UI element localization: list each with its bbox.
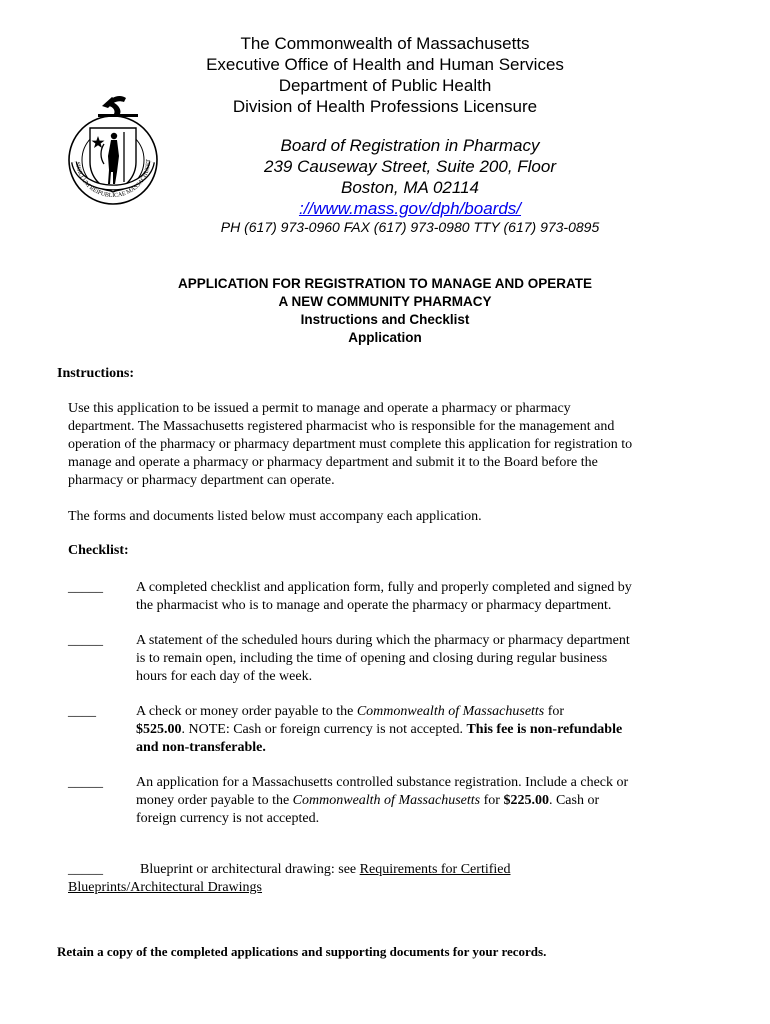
instructions-line: pharmacy or pharmacy department can operate.: [68, 473, 335, 488]
item-line: and non-transferable.: [136, 740, 266, 755]
item-line: A check or money order payable to the Commonwealth of Massachusetts for: [136, 704, 565, 719]
instructions-line: department. The Massachusetts registered pharmacist who is responsible for the management and: [68, 419, 615, 434]
instructions-line: manage and operate a pharmacy or pharmacy department and submit it to the Board before the: [68, 455, 598, 470]
retain-copy-note: Retain a copy of the completed applications and supporting documents for your records.: [57, 944, 547, 959]
instructions-line: Use this application to be issued a permit to manage and operate a pharmacy or pharmacy: [68, 401, 571, 416]
item-line: money order payable to the Commonwealth of Massachusetts for $225.00. Cash or: [136, 793, 600, 808]
checklist-heading: Checklist:: [68, 543, 129, 558]
header-commonwealth: The Commonwealth of Massachusetts: [240, 34, 530, 53]
instructions-heading: Instructions:: [57, 366, 135, 381]
checklist-blank-4[interactable]: _____: [68, 775, 103, 790]
header-division: Division of Health Professions Licensure: [232, 97, 538, 116]
checklist-item-2: [136, 632, 696, 686]
title-line-1: APPLICATION FOR REGISTRATION TO MANAGE AND OPERATE: [177, 276, 592, 291]
title-line-4: Application: [348, 330, 422, 345]
item-line: An application for a Massachusetts controlled substance registration. Include a check or: [136, 775, 629, 790]
forms-note: The forms and documents listed below must accompany each application.: [68, 509, 482, 524]
seal-motto: SIGILLUM REIPUBLICAE MASSACHUSET: [74, 159, 153, 200]
board-street: 239 Causeway Street, Suite 200, Floor: [264, 157, 556, 176]
blueprint-requirements-link-cont[interactable]: Blueprints/Architectural Drawings: [68, 880, 263, 895]
header-department: Department of Public Health: [278, 76, 492, 95]
checklist-item-4: [136, 774, 696, 828]
item-line: the pharmacist who is to manage and operate the pharmacy or pharmacy department.: [136, 598, 612, 613]
header-executive-office: Executive Office of Health and Human Services: [206, 55, 564, 74]
item-line: hours for each day of the week.: [136, 669, 313, 684]
checklist-blank-5[interactable]: _____: [68, 862, 103, 877]
website-link[interactable]: ://www.mass.gov/dph/boards/: [298, 199, 522, 218]
item-line: $525.00. NOTE: Cash or foreign currency is not accepted. This fee is non-refundable: [136, 722, 623, 737]
checklist-blank-2[interactable]: _____: [68, 633, 103, 648]
checklist-blank-1[interactable]: _____: [68, 580, 103, 595]
instructions-line: operation of the pharmacy or pharmacy department must complete this application for registration to: [68, 437, 633, 452]
blueprint-requirements-link[interactable]: Requirements for Certified: [359, 862, 511, 877]
checklist-item-3: [136, 703, 696, 757]
phone-line: PH (617) 973-0960 FAX (617) 973-0980 TTY (617) 973-0895: [220, 219, 600, 235]
item-line: A completed checklist and application form, fully and properly completed and signed by: [136, 580, 632, 595]
massachusetts-seal-icon: [62, 92, 164, 210]
board-city: Boston, MA 02114: [341, 178, 479, 197]
title-line-2: A NEW COMMUNITY PHARMACY: [278, 294, 492, 309]
item-line: foreign currency is not accepted.: [136, 811, 320, 826]
title-line-3: Instructions and Checklist: [300, 312, 470, 327]
checklist-item-1: [136, 579, 696, 615]
instructions-paragraph: [68, 400, 708, 490]
item-line: is to remain open, including the time of opening and closing during regular business: [136, 651, 608, 666]
checklist-item-5: Blueprint or architectural drawing: see Requirements for Certified: [140, 862, 511, 877]
board-name: Board of Registration in Pharmacy: [280, 136, 540, 155]
item-line: A statement of the scheduled hours during which the pharmacy or pharmacy department: [136, 633, 630, 648]
checklist-blank-3[interactable]: ____: [68, 704, 96, 719]
